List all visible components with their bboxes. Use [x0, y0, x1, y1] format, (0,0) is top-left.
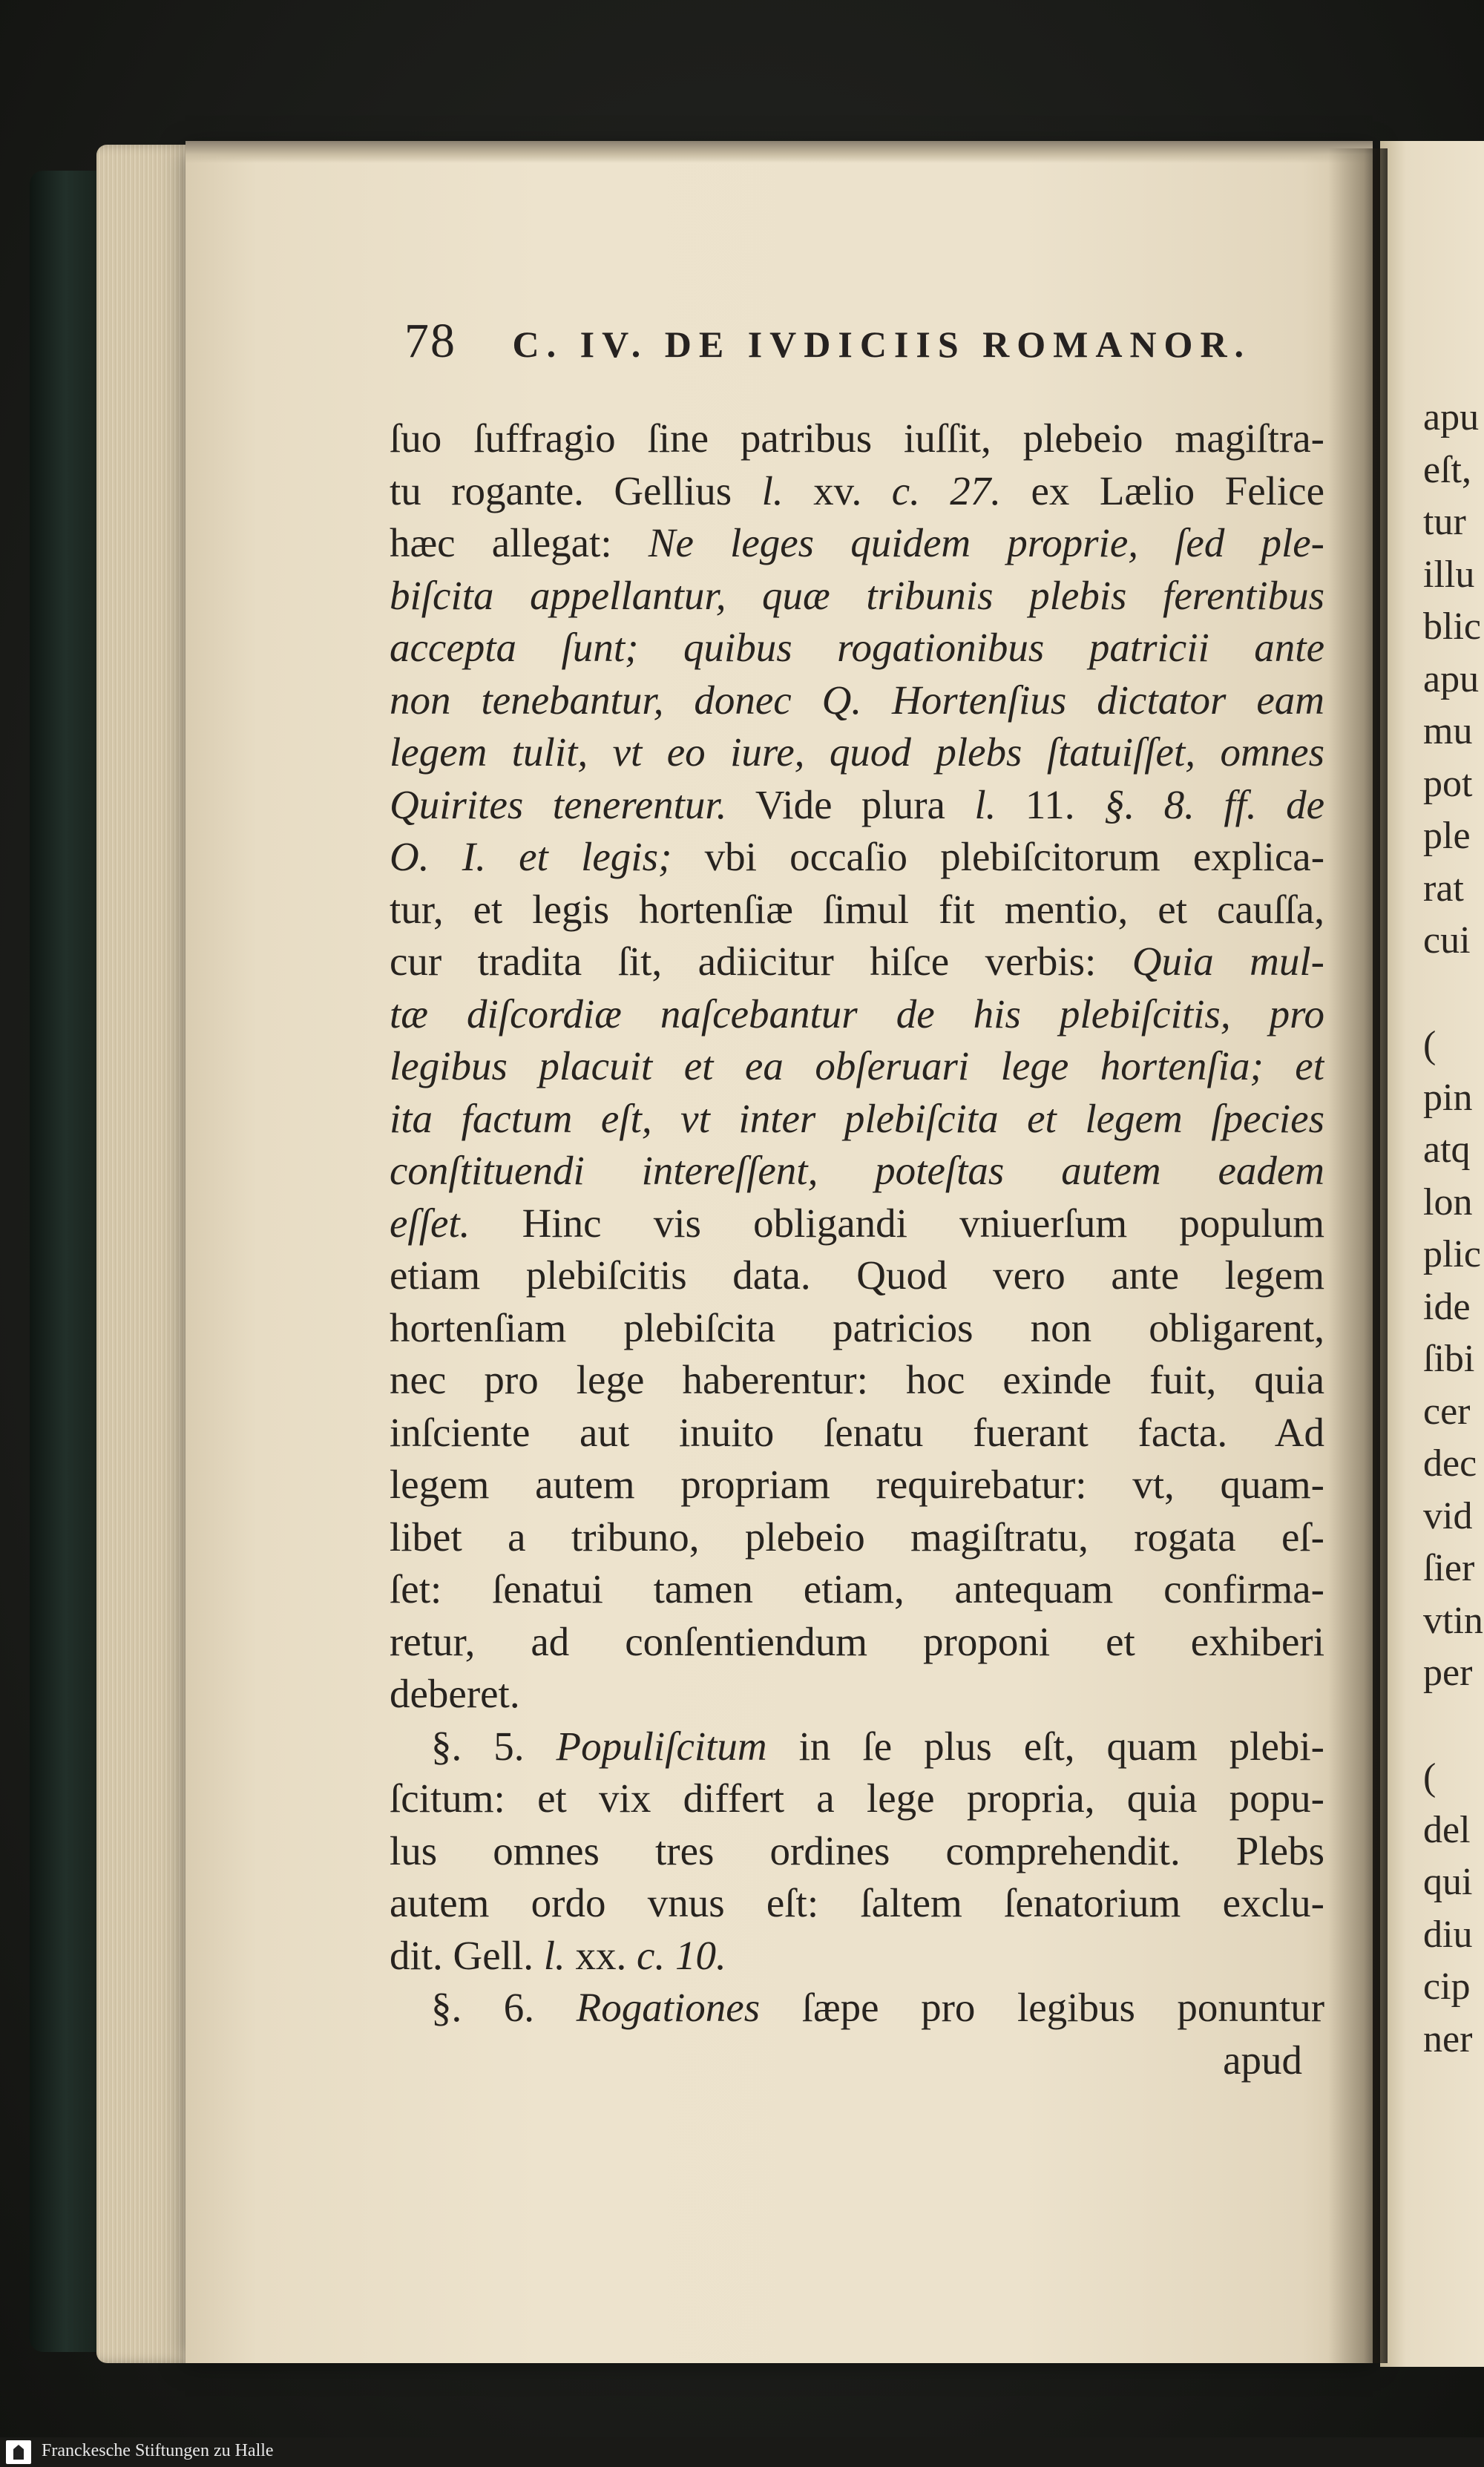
text-run: ſæpe pro legibus ponuntur [760, 1985, 1324, 2030]
text-run: Vide plura [726, 781, 975, 827]
italic-text-run: Quia mul- [1132, 939, 1324, 984]
italic-text-run: §. 8. ff. de [1103, 781, 1324, 827]
right-page-fragment: ner [1423, 2017, 1473, 2060]
italic-text-run: legibus placuit et ea obſeruari lege hortenſia; et [390, 1043, 1324, 1088]
right-page-fragment: ſier [1423, 1547, 1475, 1589]
right-page-fragment: qui [1423, 1861, 1473, 1903]
right-page-fragment: ( [1423, 1024, 1437, 1066]
text-line [390, 517, 1324, 570]
text-run: deberet. [390, 1671, 520, 1716]
text-line [390, 2034, 1324, 2087]
text-line [390, 831, 1324, 884]
page-top-shadow [186, 141, 1373, 163]
text-line [390, 622, 1324, 674]
text-run: libet a tribuno, plebeio magiſtratu, rogata eſ- [390, 1514, 1324, 1560]
text-line [390, 988, 1324, 1041]
right-page-fragment: apu [1423, 657, 1480, 700]
text-line [390, 1930, 1324, 1983]
right-page-fragment: per [1423, 1652, 1473, 1694]
text-run: cur tradita ſit, adiicitur hiſce verbis: [390, 939, 1132, 984]
right-page-fragment: vid [1423, 1494, 1473, 1537]
text-line [390, 1982, 1324, 2034]
text-run: legem autem propriam requirebatur: vt, quam- [390, 1462, 1324, 1507]
running-head-title: C. IV. DE IVDICIIS ROMANOR. [512, 323, 1252, 365]
text-line [390, 1773, 1324, 1825]
italic-text-run: accepta ſunt; quibus rogationibus patricii ante [390, 625, 1324, 670]
right-page-fragment: mu [1423, 710, 1473, 752]
text-line [390, 884, 1324, 936]
text-line [390, 570, 1324, 623]
text-line [390, 1563, 1324, 1616]
italic-text-run: Ne leges quidem proprie, ſed ple- [648, 520, 1324, 565]
text-line [390, 1093, 1324, 1146]
italic-text-run: c. 27. [891, 467, 1002, 513]
text-line [390, 1721, 1324, 1773]
text-run: retur, ad conſentiendum proponi et exhiberi [390, 1618, 1324, 1664]
text-run: xv. [783, 467, 892, 513]
italic-text-run: c. 10. [637, 1932, 726, 1978]
right-page-text-fragments [1423, 392, 1484, 2066]
text-line [390, 1616, 1324, 1669]
text-line [390, 1877, 1324, 1930]
page-number: 78 [404, 314, 456, 368]
right-page-fragment: tur [1423, 501, 1466, 543]
right-page-fragment: del [1423, 1808, 1471, 1851]
right-page-fragment: diu [1423, 1913, 1473, 1956]
text-line [390, 1354, 1324, 1407]
text-run: §. 6. [431, 1985, 577, 2030]
text-line [390, 1668, 1324, 1721]
text-run: tur, et legis hortenſiæ ſimul fit mentio, et cauſſa, [390, 886, 1324, 932]
right-page-fragment: ple [1423, 815, 1471, 857]
right-page-fragment: pin [1423, 1076, 1473, 1119]
text-line [390, 1249, 1324, 1302]
right-page-fragment: plic [1423, 1233, 1481, 1275]
italic-text-run: Populiſcitum [556, 1723, 767, 1769]
italic-text-run: conſtituendi intereſſent, poteſtas autem eadem [390, 1148, 1324, 1193]
text-line [390, 936, 1324, 988]
text-run: hæc allegat: [390, 520, 649, 565]
text-line [390, 1459, 1324, 1511]
right-page-fragment: eſt, [1423, 448, 1471, 491]
italic-text-run: eſſet. [390, 1200, 470, 1246]
right-page-fragment: cer [1423, 1390, 1471, 1433]
italic-text-run: biſcita appellantur, quæ tribunis plebis ferentibus [390, 572, 1324, 618]
running-header [404, 313, 1324, 372]
italic-text-run: l. [761, 467, 784, 513]
text-line [390, 1407, 1324, 1459]
right-page-fragment: atq [1423, 1129, 1471, 1171]
text-run: hortenſiam plebiſcita patricios non obligarent, [390, 1304, 1324, 1350]
italic-text-run: ita factum eſt, vt inter plebiſcita et legem ſpecies [390, 1095, 1324, 1141]
text-line [390, 1198, 1324, 1250]
text-line [390, 674, 1324, 727]
right-page-fragment: pot [1423, 762, 1473, 805]
italic-text-run: Quirites tenerentur. [390, 781, 727, 827]
right-page-fragment [1423, 1700, 1484, 1752]
text-line [390, 413, 1324, 465]
right-page-fragment: apu [1423, 396, 1480, 438]
right-page-fragment: cui [1423, 919, 1471, 962]
italic-text-run: legem tulit, vt eo iure, quod plebs ſtatuiſſet, omnes [390, 729, 1324, 775]
text-run: ſuo ſuffragio ſine patribus iuſſit, plebeio magiſtra- [390, 415, 1324, 461]
institution-logo-icon [6, 2440, 31, 2464]
italic-text-run: O. I. et legis; [390, 834, 672, 879]
italic-text-run: Rogationes [576, 1985, 761, 2030]
text-run: autem ordo vnus eſt: ſaltem ſenatorium exclu- [390, 1880, 1324, 1925]
text-run: dit. Gell. [390, 1932, 544, 1978]
right-page-fragment: blic [1423, 605, 1481, 648]
book-gutter [1328, 148, 1388, 2363]
text-run: §. 5. [431, 1723, 556, 1769]
page-body-text [390, 413, 1324, 2086]
text-run: in ſe plus eſt, quam plebi- [766, 1723, 1324, 1769]
text-run: apud [1223, 2037, 1302, 2083]
italic-text-run: l. [543, 1932, 565, 1978]
italic-text-run: non tenebantur, donec Q. Hortenſius dictator eam [390, 677, 1324, 723]
text-run: 11. [996, 781, 1104, 827]
text-line [390, 465, 1324, 518]
text-line [390, 726, 1324, 779]
right-page-fragment: illu [1423, 553, 1475, 596]
text-run: nec pro lege haberentur: hoc exinde fuit, quia [390, 1357, 1324, 1402]
text-line [390, 779, 1324, 832]
text-run: vbi occaſio plebiſcitorum explica- [672, 834, 1324, 879]
text-run: inſciente aut inuito ſenatu fuerant facta. Ad [390, 1409, 1324, 1455]
text-line [390, 1040, 1324, 1093]
text-run: etiam plebiſcitis data. Quod vero ante legem [390, 1252, 1324, 1298]
text-line [390, 1145, 1324, 1198]
text-run: ex Lælio Felice [1001, 467, 1324, 513]
italic-text-run: tæ diſcordiæ naſcebantur de his plebiſcitis, pro [390, 991, 1324, 1037]
right-page-fragment: cip [1423, 1965, 1471, 2008]
text-run: ſcitum: et vix differt a lege propria, quia popu- [390, 1775, 1324, 1821]
text-run: tu rogante. Gellius [390, 467, 762, 513]
right-page-fragment: ide [1423, 1285, 1471, 1328]
text-line [390, 1511, 1324, 1564]
right-page-fragment: lon [1423, 1180, 1473, 1223]
italic-text-run: l. [974, 781, 997, 827]
text-line [390, 1302, 1324, 1355]
text-run: ſet: ſenatui tamen etiam, antequam confirma- [390, 1566, 1324, 1612]
text-run: xx. [565, 1932, 637, 1978]
right-page-fragment: ( [1423, 1756, 1437, 1798]
right-page-fragment: rat [1423, 867, 1464, 910]
footer-credit: Franckesche Stiftungen zu Halle [42, 2441, 274, 2460]
text-run: lus omnes tres ordines comprehendit. Plebs [390, 1827, 1324, 1873]
text-run: Hinc vis obligandi vniuerſum populum [470, 1200, 1324, 1246]
text-line [390, 1825, 1324, 1878]
right-page-fragment: vtin [1423, 1599, 1483, 1642]
right-page-fragment: dec [1423, 1442, 1477, 1485]
right-page-fragment: ſibi [1423, 1338, 1475, 1380]
right-page-fragment [1423, 968, 1484, 1020]
